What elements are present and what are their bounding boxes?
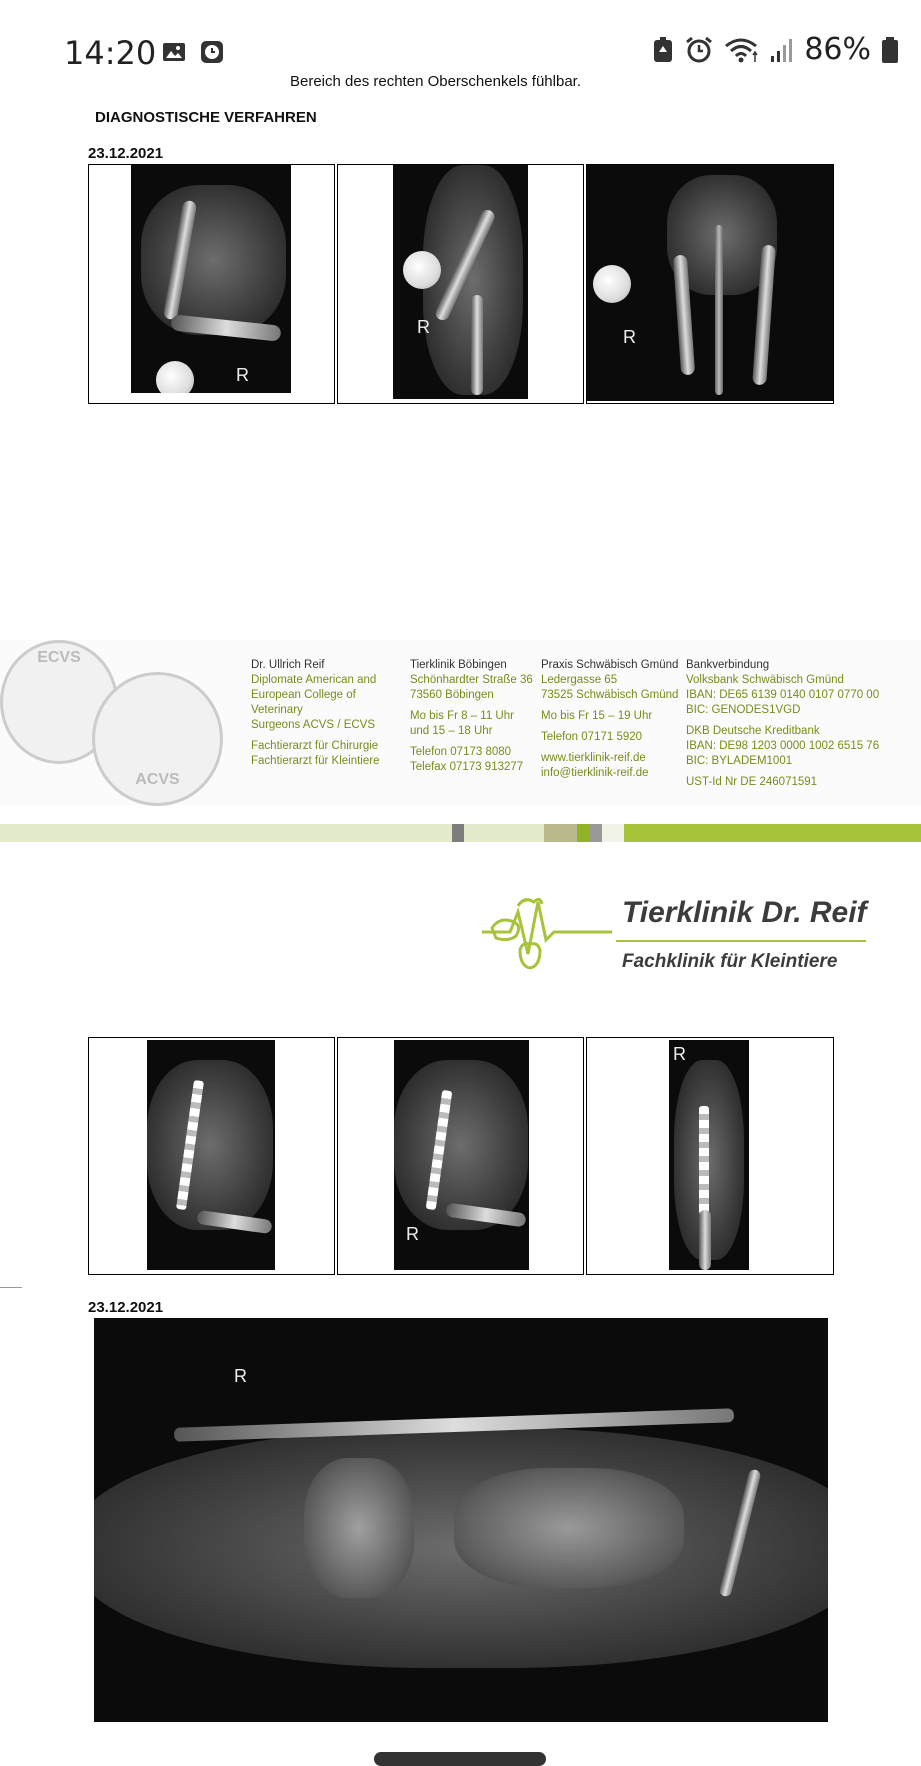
- clinic-logo-title: Tierklinik Dr. Reif: [622, 896, 867, 929]
- xray-marker: R: [406, 1224, 419, 1244]
- signal-icon: [770, 36, 794, 64]
- footer-line: DKB Deutsche Kreditbank: [686, 725, 820, 737]
- footer-line: Fachtierarzt für Kleintiere: [251, 755, 380, 767]
- home-indicator[interactable]: [374, 1752, 546, 1766]
- xray-image[interactable]: [337, 1037, 584, 1275]
- xray-image[interactable]: [88, 164, 335, 404]
- clinic-logo-icon: [482, 892, 612, 980]
- footer-line: Tierklinik Böbingen: [410, 659, 507, 671]
- footer-line: 73525 Schwäbisch Gmünd: [541, 689, 679, 701]
- footer-line: Bankverbindung: [686, 659, 770, 671]
- footer-line: Telefon 07173 8080: [410, 746, 512, 758]
- clock-icon: [200, 40, 224, 64]
- ecvs-seal-text: ECVS: [37, 649, 81, 666]
- xray-marker: R: [623, 327, 636, 347]
- wifi-icon: [724, 36, 760, 64]
- acvs-seal-text: ACVS: [135, 771, 180, 788]
- footer-stripe: [577, 824, 589, 842]
- footer-line: 73560 Böbingen: [410, 689, 494, 701]
- footer-line: Schönhardter Straße 36: [410, 674, 533, 686]
- footer-line: IBAN: DE65 6139 0140 0107 0770 00: [686, 689, 880, 701]
- xray-image-large[interactable]: [94, 1318, 828, 1722]
- alarm-icon: [684, 36, 714, 64]
- acvs-seal: [92, 672, 223, 806]
- logo-divider: [616, 940, 866, 942]
- footer-col-clinic: [410, 658, 535, 775]
- footer-stripe: [452, 824, 464, 842]
- xray-image[interactable]: [337, 164, 584, 404]
- footer-line: und 15 – 18 Uhr: [410, 725, 493, 737]
- footer-email-link[interactable]: info@tierklinik-reif.de: [541, 767, 649, 779]
- footer-line: Praxis Schwäbisch Gmünd: [541, 659, 679, 671]
- xray-marker: R: [234, 1366, 247, 1386]
- section-title: DIAGNOSTISCHE VERFAHREN: [95, 109, 317, 126]
- footer-line: Ledergasse 65: [541, 674, 618, 686]
- battery-icon: [881, 36, 899, 64]
- footer-line: Telefon 07171 5920: [541, 731, 643, 743]
- battery-percent: 86%: [804, 32, 871, 67]
- footer-line: Mo bis Fr 8 – 11 Uhr: [410, 710, 514, 722]
- xray-image[interactable]: [586, 1037, 834, 1275]
- date-label: 23.12.2021: [88, 145, 164, 162]
- date-label: 23.12.2021: [88, 1299, 164, 1316]
- footer-col-bank: [686, 658, 896, 790]
- footer-stripe: [464, 824, 544, 842]
- footer-line: Surgeons ACVS / ECVS: [251, 719, 376, 731]
- xray-image[interactable]: [88, 1037, 335, 1275]
- xray-marker: R: [236, 365, 249, 385]
- footer-line: Volksbank Schwäbisch Gmünd: [686, 674, 844, 686]
- footer-stripe: [602, 824, 624, 842]
- footer-line: BIC: BYLADEM1001: [686, 755, 793, 767]
- xray-marker: R: [417, 317, 430, 337]
- xray-image[interactable]: [586, 164, 834, 404]
- footer-col-practice: [541, 658, 681, 781]
- footer-line: Mo bis Fr 15 – 19 Uhr: [541, 710, 653, 722]
- image-icon: [162, 40, 186, 64]
- clinic-logo-subtitle: Fachklinik für Kleintiere: [622, 951, 838, 972]
- status-right: [652, 32, 899, 67]
- footer-stripe: [0, 824, 452, 842]
- footer-stripe: [624, 824, 921, 842]
- footer-line: UST-Id Nr DE 246071591: [686, 776, 818, 788]
- footer-line: Diplomate American and: [251, 674, 377, 686]
- footer-line: Telefax 07173 913277: [410, 761, 524, 773]
- page-edge-line: [0, 1287, 22, 1288]
- status-time: 14:20: [64, 34, 157, 72]
- footer-stripe: [589, 824, 602, 842]
- footer-line: IBAN: DE98 1203 0000 1002 6515 76: [686, 740, 880, 752]
- footer-line: Fachtierarzt für Chirurgie: [251, 740, 379, 752]
- xray-marker: R: [673, 1044, 686, 1064]
- footer-line: Dr. Ullrich Reif: [251, 659, 325, 671]
- battery-saver-icon: [652, 37, 674, 63]
- footer-col-doctor: [251, 658, 406, 769]
- footer-line: European College of Veterinary: [251, 689, 356, 716]
- footer-line: BIC: GENODES1VGD: [686, 704, 801, 716]
- footer-stripe: [544, 824, 577, 842]
- footer-website-link[interactable]: www.tierklinik-reif.de: [541, 752, 646, 764]
- intro-text: Bereich des rechten Oberschenkels fühlbar.: [290, 73, 581, 90]
